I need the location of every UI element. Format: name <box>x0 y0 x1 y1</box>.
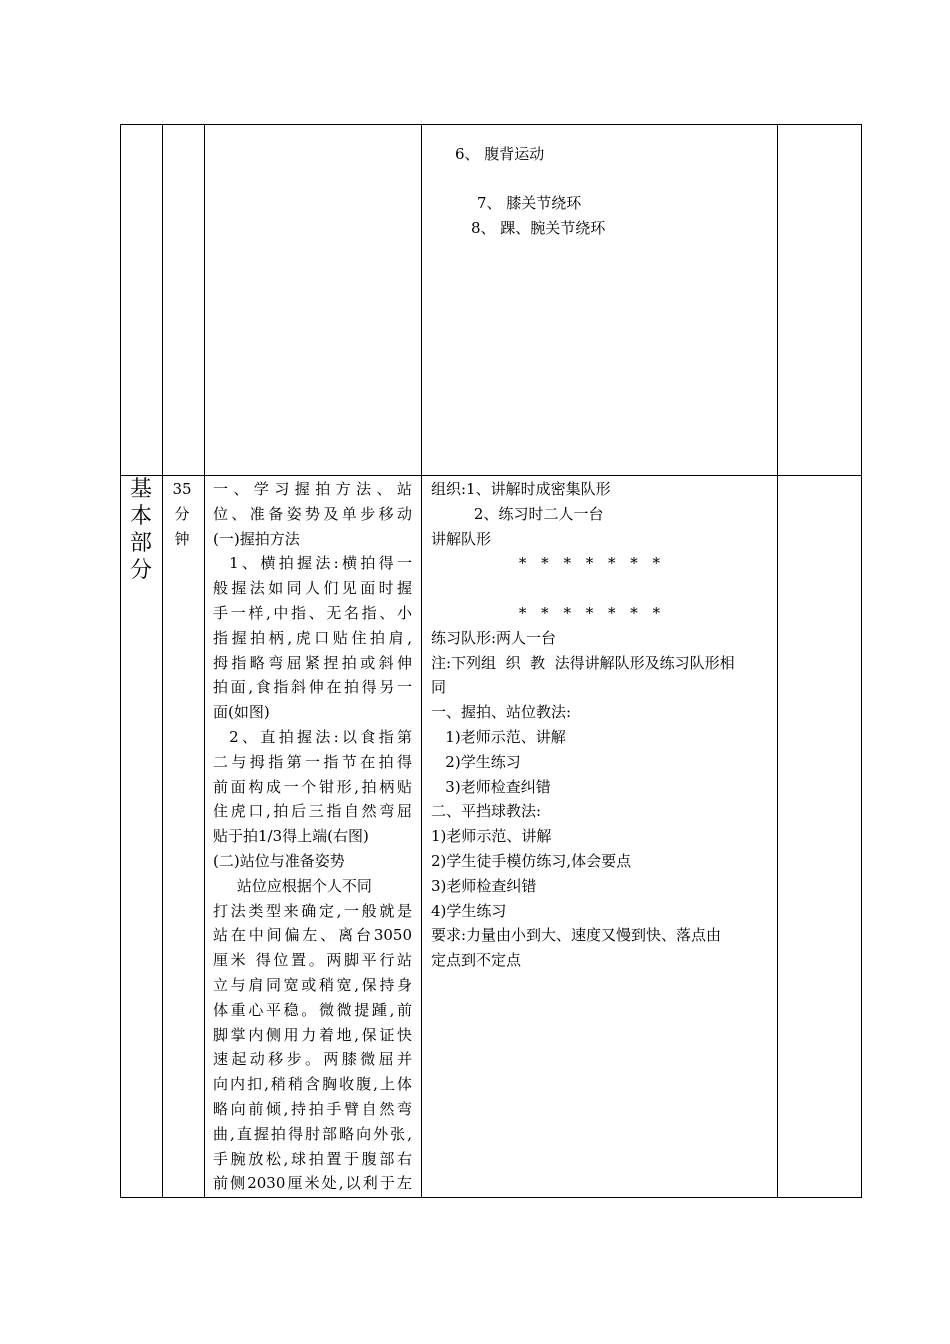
column-divider-4 <box>777 124 778 1198</box>
content-line: 略向前倾,持拍手臂自然弯 <box>213 1099 412 1118</box>
section-label-char: 分 <box>129 558 152 583</box>
time-unit-char: 钟 <box>174 529 190 548</box>
org-line: 要求:力量由小到大、速度又慢到快、落点由 <box>431 926 722 945</box>
org-line: 2)学生练习 <box>431 752 521 771</box>
org-line: 1)老师示范、讲解 <box>431 827 552 846</box>
content-line: 贴于拍1/3得上端(右图) <box>213 827 369 846</box>
section-label-char: 本 <box>129 504 152 529</box>
content-line: 位、准备姿势及单步移动 <box>213 504 412 523</box>
organization-method <box>431 477 771 973</box>
section-label-char: 部 <box>129 531 152 556</box>
org-line: 2)学生徒手模仿练习,体会要点 <box>431 851 632 870</box>
content-line: 前面构成一个钳形,拍柄贴 <box>213 777 412 796</box>
content-line: 手一样,中指、无名指、小 <box>213 603 412 622</box>
org-line: 1)老师示范、讲解 <box>431 727 566 746</box>
section-label-basic <box>129 476 153 584</box>
time-unit-char: 分 <box>174 504 190 523</box>
org-line: 一、握拍、站位教法: <box>431 703 572 722</box>
org-line: 3)老师检查纠错 <box>431 876 537 895</box>
content-line: 指握拍柄,虎口贴住拍肩, <box>213 628 412 647</box>
org-line: 注:下列组 织 教 法得讲解队形及练习队形相 <box>431 653 735 672</box>
column-divider-3 <box>421 124 422 1198</box>
content-line: 住虎口,拍后三指自然弯屈 <box>213 802 412 821</box>
teaching-content <box>213 477 412 1196</box>
org-line: 2、练习时二人一台 <box>431 504 604 523</box>
org-line: 组织:1、讲解时成密集队形 <box>431 480 611 498</box>
content-line: 立与肩同宽或稍宽,保持身 <box>213 975 412 994</box>
column-divider-2 <box>204 124 205 1198</box>
warmup-item-7: 7、 膝关节绕环 <box>477 194 582 212</box>
content-line: 打法类型来确定,一般就是 <box>213 901 412 920</box>
content-line: 1、横拍握法:横拍得一 <box>213 554 412 573</box>
org-line: 讲解队形 <box>431 529 492 548</box>
content-line: 脚掌内侧用力着地,保证快 <box>213 1025 412 1044</box>
warmup-item-6: 6、 腹背运动 <box>455 145 545 163</box>
row-divider <box>120 475 862 476</box>
org-line <box>431 576 771 601</box>
time-cell <box>166 477 198 551</box>
org-line: 定点到不定点 <box>431 951 522 970</box>
section-label-char: 基 <box>129 477 152 502</box>
content-line: 站位应根据个人不同 <box>213 876 372 895</box>
formation-stars: * * * * * * * <box>431 554 666 573</box>
content-line: 体重心平稳。微微提踵,前 <box>213 1000 412 1019</box>
warmup-item-8: 8、 踝、腕关节绕环 <box>471 219 606 237</box>
content-line: 向内扣,稍稍含胸收腹,上体 <box>213 1075 412 1094</box>
content-line: 速起动移步。两膝微屈并 <box>213 1050 412 1069</box>
content-line: 拇指略弯屈紧捏拍或斜伸 <box>213 653 412 672</box>
content-line: 面(如图) <box>213 703 270 722</box>
content-line: (二)站位与准备姿势 <box>213 851 345 870</box>
content-line: 厘米 得位置。两脚平行站 <box>213 951 412 970</box>
content-line: 手腕放松,球拍置于腹部右 <box>213 1149 412 1168</box>
formation-stars: * * * * * * * <box>431 603 666 622</box>
org-line: 4)学生练习 <box>431 901 507 920</box>
content-line: 一、学习握拍方法、站 <box>213 480 412 498</box>
org-line: 同 <box>431 678 447 697</box>
content-line: 2、直拍握法:以食指第 <box>213 727 412 746</box>
content-line: (一)握拍方法 <box>213 529 300 548</box>
content-line: 前侧2030厘米处,以利于左 <box>213 1174 412 1193</box>
org-line: 二、平挡球教法: <box>431 802 542 821</box>
time-value: 35 <box>172 480 192 498</box>
content-line: 站在中间偏左、离台3050 <box>213 926 412 945</box>
content-line: 曲,直握拍得肘部略向外张, <box>213 1124 412 1143</box>
column-divider-1 <box>162 124 163 1198</box>
content-line: 二与拇指第一指节在拍得 <box>213 752 412 771</box>
content-line: 般握法如同人们见面时握 <box>213 579 412 598</box>
content-line: 拍面,食指斜伸在拍得另一 <box>213 678 412 697</box>
org-line: 练习队形:两人一台 <box>431 628 557 647</box>
org-line: 3)老师检查纠错 <box>431 777 551 796</box>
